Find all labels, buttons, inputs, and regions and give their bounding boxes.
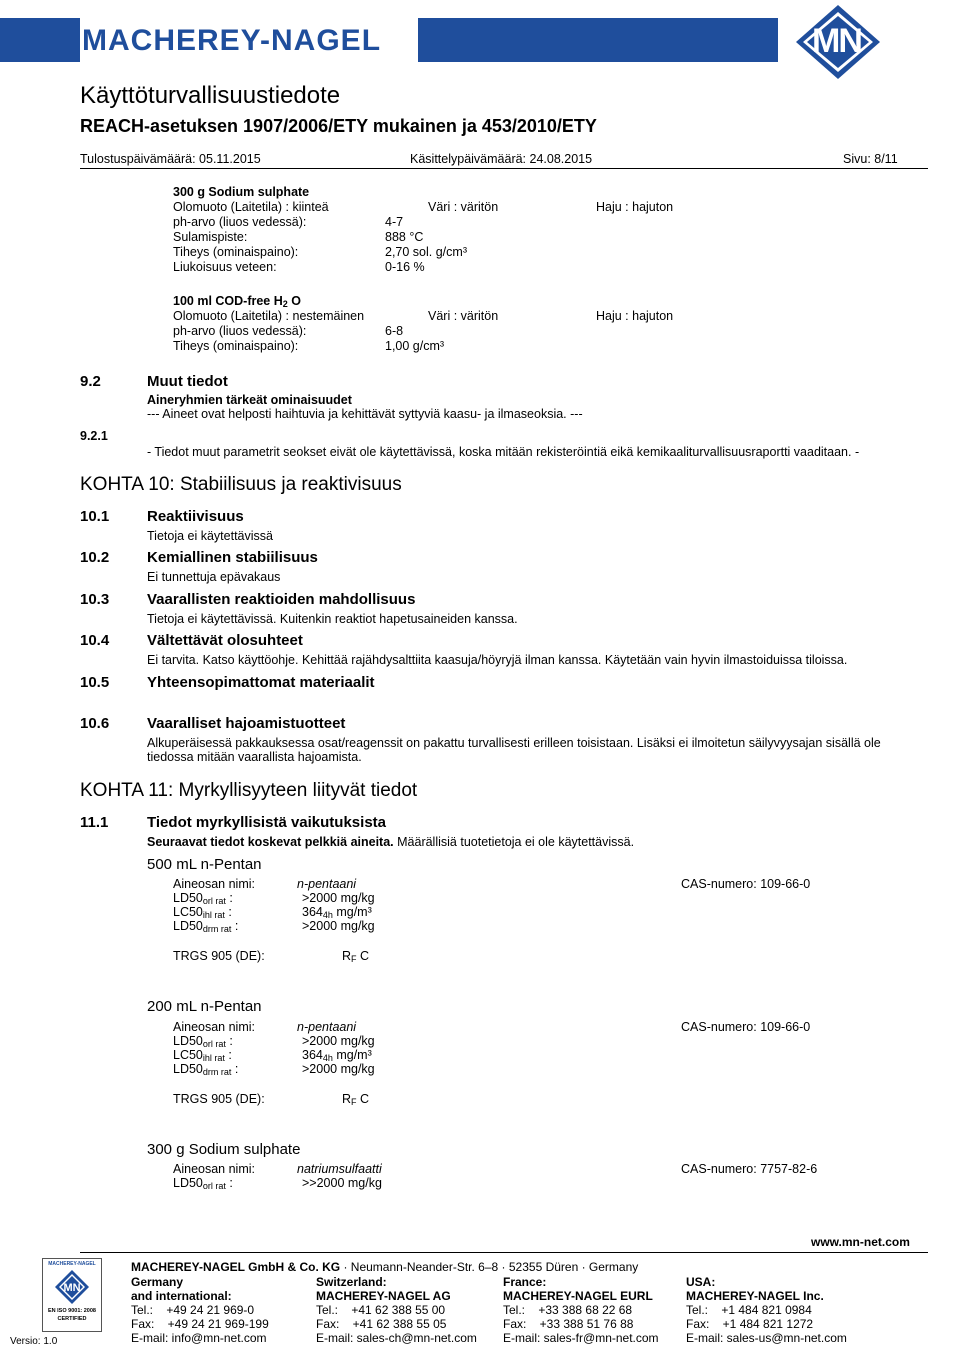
water-density-label: Tiheys (ominaispaino):	[173, 339, 299, 353]
tox1-ld50-drm-label	[173, 919, 238, 934]
water-form: Olomuoto (Laitetila) : nestemäinen	[173, 309, 365, 323]
water-density-value: 1,00 g/cm³	[385, 339, 445, 353]
tox1-lc50-value-a: 364	[302, 905, 323, 919]
tox1-lc50-text: LC50	[173, 905, 203, 919]
tox1-trgs-value	[342, 949, 369, 964]
tox3-name-value: natriumsulfaatti	[297, 1162, 382, 1176]
page-subtitle: REACH-asetuksen 1907/2006/ETY mukainen ja 453/2010/ETY	[80, 116, 597, 136]
s106-text-2: tiedossa mitään vaarallista hajoamista.	[147, 750, 362, 764]
s106-num: 10.6	[80, 715, 110, 732]
tox2-ld50-orl-sub: orl rat	[202, 1039, 226, 1049]
footer-de-email[interactable]: E-mail: info@mn-net.com	[131, 1331, 267, 1345]
tox1-trgs-value-b: C	[356, 949, 370, 963]
water-title-b: O	[287, 294, 301, 308]
footer-us-h1: USA:	[686, 1275, 716, 1289]
cert-line-2: CERTIFIED	[57, 1316, 87, 1322]
water-ph-label: ph-arvo (liuos vedessä):	[173, 324, 307, 338]
tox2-lc50-colon: :	[224, 1048, 232, 1062]
s102-title: Kemiallinen stabiilisuus	[147, 549, 318, 566]
tox2-trgs-value-b: C	[356, 1092, 370, 1106]
tox1-ld50-drm-sub: drm rat	[202, 924, 232, 934]
s111-intro	[147, 835, 634, 849]
footer-web[interactable]: www.mn-net.com	[811, 1235, 910, 1249]
s101-text: Tietoja ei käytettävissä	[147, 529, 273, 543]
sodium-solubility-value: 0-16 %	[385, 260, 425, 274]
water-title	[173, 294, 301, 309]
s92-group-text: --- Aineet ovat helposti haihtuvia ja kehittävät syttyviä kaasu- ja ilmaseoksia. ---	[147, 407, 583, 421]
s103-text: Tietoja ei käytettävissä. Kuitenkin reaktiot hapetusaineiden kanssa.	[147, 612, 518, 626]
tox2-lc50-value	[302, 1048, 372, 1063]
s103-num: 10.3	[80, 591, 110, 608]
footer-company-line	[131, 1260, 638, 1274]
tox2-title: 200 mL n-Pentan	[147, 998, 262, 1015]
sodium-ph-label: ph-arvo (liuos vedessä):	[173, 215, 307, 229]
water-ph-value: 6-8	[385, 324, 404, 338]
brand-name: MACHEREY-NAGEL	[82, 24, 382, 57]
tox2-ld50-orl-text: LD50	[173, 1034, 203, 1048]
print-date: Tulostuspäivämäärä: 05.11.2015	[80, 152, 261, 166]
tox1-lc50-value-sub: 4h	[322, 910, 333, 920]
water-title-sub: 2	[282, 299, 288, 309]
cert-line-1: EN ISO 9001: 2008	[47, 1308, 96, 1314]
s111-intro-rest: Määrällisiä tuotetietoja ei ole käytettävissä.	[393, 835, 635, 849]
svg-text:MN: MN	[63, 1282, 81, 1294]
sodium-title: 300 g Sodium sulphate	[173, 185, 310, 199]
tox2-ld50-orl-value: >2000 mg/kg	[302, 1034, 375, 1048]
footer-fr-tel: Tel.: +33 388 68 22 68	[503, 1303, 633, 1317]
s102-num: 10.2	[80, 549, 110, 566]
s104-title: Vältettävät olosuhteet	[147, 632, 303, 649]
tox1-title: 500 mL n-Pentan	[147, 856, 262, 873]
footer-ch-tel: Tel.: +41 62 388 55 00	[316, 1303, 446, 1317]
sodium-solubility-label: Liukoisuus veteen:	[173, 260, 277, 274]
sodium-density-label: Tiheys (ominaispaino):	[173, 245, 299, 259]
footer-ch-email[interactable]: E-mail: sales-ch@mn-net.com	[316, 1331, 477, 1345]
cert-brand: MACHEREY-NAGEL	[48, 1261, 96, 1267]
tox2-ld50-orl-colon: :	[225, 1034, 233, 1048]
kohta11-title: KOHTA 11: Myrkyllisyyteen liityvät tiedot	[80, 780, 418, 801]
footer-de-h2: and international:	[131, 1289, 232, 1303]
tox2-lc50-label	[173, 1048, 232, 1063]
page-number: Sivu: 8/11	[843, 152, 898, 166]
kohta10-title: KOHTA 10: Stabiilisuus ja reaktivisuus	[80, 474, 402, 495]
s105-title: Yhteensopimattomat materiaalit	[147, 674, 375, 691]
tox1-name-value: n-pentaani	[297, 877, 357, 891]
cert-mn-icon	[54, 1269, 90, 1305]
tox3-cas: CAS-numero: 7757-82-6	[681, 1162, 818, 1176]
processing-date: Käsittelypäivämäärä: 24.08.2015	[410, 152, 593, 166]
version-label: Versio: 1.0	[10, 1336, 58, 1347]
sodium-color: Väri : väritön	[428, 200, 499, 214]
tox2-ld50-drm-value: >2000 mg/kg	[302, 1062, 375, 1076]
footer-fr-h2: MACHEREY-NAGEL EURL	[503, 1289, 653, 1303]
mn-logo	[778, 2, 898, 82]
tox2-ld50-drm-label	[173, 1062, 238, 1077]
tox2-trgs-value-a: R	[342, 1092, 352, 1106]
tox2-lc50-sub: ihl rat	[202, 1053, 225, 1063]
sodium-density-value: 2,70 sol. g/cm³	[385, 245, 467, 259]
tox1-ld50-orl-value: >2000 mg/kg	[302, 891, 375, 905]
sodium-odor: Haju : hajuton	[596, 200, 674, 214]
footer-company: MACHEREY-NAGEL GmbH & Co. KG	[131, 1260, 341, 1274]
footer-ch-h1: Switzerland:	[316, 1275, 387, 1289]
footer-de-tel: Tel.: +49 24 21 969-0	[131, 1303, 255, 1317]
tox3-ld50-orl-text: LD50	[173, 1176, 203, 1190]
s101-title: Reaktiivisuus	[147, 508, 244, 525]
footer-fr-h1: France:	[503, 1275, 547, 1289]
tox3-ld50-orl-colon: :	[225, 1176, 233, 1190]
tox3-ld50-orl-value: >>2000 mg/kg	[302, 1176, 382, 1190]
tox1-lc50-value-b: mg/m³	[332, 905, 372, 919]
tox1-lc50-colon: :	[224, 905, 232, 919]
tox1-ld50-orl-label	[173, 891, 233, 906]
tox1-lc50-label	[173, 905, 232, 920]
tox1-ld50-drm-text: LD50	[173, 919, 203, 933]
s921-text: - Tiedot muut parametrit seokset eivät ole käytettävissä, koska mitään rekisteröintiä eikä kemikaaliturvallisuusraportti vaaditaan. -	[147, 445, 860, 459]
tox1-name-label: Aineosan nimi:	[173, 877, 255, 891]
tox1-trgs-value-sub: F	[351, 954, 357, 964]
water-title-a: 100 ml COD-free H	[173, 294, 283, 308]
s111-title: Tiedot myrkyllisistä vaikutuksista	[147, 814, 386, 831]
footer-address: · Neumann-Neander-Str. 6–8 · 52355 Düren · Germany	[340, 1260, 639, 1274]
s105-num: 10.5	[80, 674, 110, 691]
s92-num: 9.2	[80, 373, 101, 390]
sodium-form: Olomuoto (Laitetila) : kiinteä	[173, 200, 329, 214]
tox2-trgs-value	[342, 1092, 369, 1107]
s92-group-title: Aineryhmien tärkeät ominaisuudet	[147, 393, 352, 407]
tox1-ld50-orl-sub: orl rat	[202, 896, 226, 906]
footer-us-h2: MACHEREY-NAGEL Inc.	[686, 1289, 824, 1303]
tox2-lc50-value-a: 364	[302, 1048, 323, 1062]
brand-bar-right	[418, 18, 778, 62]
s104-num: 10.4	[80, 632, 110, 649]
tox2-trgs-label: TRGS 905 (DE):	[173, 1092, 265, 1106]
footer-us-email[interactable]: E-mail: sales-us@mn-net.com	[686, 1331, 847, 1345]
tox2-lc50-text: LC50	[173, 1048, 203, 1062]
s921-num: 9.2.1	[80, 429, 108, 443]
footer-us-fax: Fax: +1 484 821 1272	[686, 1317, 814, 1331]
s102-text: Ei tunnettuja epävakaus	[147, 570, 281, 584]
footer-rule	[80, 1252, 928, 1253]
footer-ch-h2: MACHEREY-NAGEL AG	[316, 1289, 451, 1303]
tox1-lc50-sub: ihl rat	[202, 910, 225, 920]
tox2-lc50-value-b: mg/m³	[332, 1048, 372, 1062]
water-odor: Haju : hajuton	[596, 309, 674, 323]
footer-de-fax: Fax: +49 24 21 969-199	[131, 1317, 269, 1331]
tox3-ld50-orl-sub: orl rat	[202, 1181, 226, 1191]
tox2-ld50-drm-text: LD50	[173, 1062, 203, 1076]
sodium-mp-label: Sulamispiste:	[173, 230, 248, 244]
s106-title: Vaaralliset hajoamistuotteet	[147, 715, 346, 732]
s111-num: 11.1	[80, 814, 109, 831]
tox2-ld50-drm-sub: drm rat	[202, 1067, 232, 1077]
tox2-name-value: n-pentaani	[297, 1020, 357, 1034]
tox2-ld50-orl-label	[173, 1034, 233, 1049]
tox3-ld50-orl-label	[173, 1176, 233, 1191]
tox2-name-label: Aineosan nimi:	[173, 1020, 255, 1034]
tox1-cas: CAS-numero: 109-66-0	[681, 877, 811, 891]
tox1-ld50-drm-value: >2000 mg/kg	[302, 919, 375, 933]
tox2-cas: CAS-numero: 109-66-0	[681, 1020, 811, 1034]
cert-badge	[42, 1258, 102, 1332]
tox1-lc50-value	[302, 905, 372, 920]
footer-ch-fax: Fax: +41 62 388 55 05	[316, 1317, 447, 1331]
tox1-trgs-label: TRGS 905 (DE):	[173, 949, 265, 963]
header-rule	[80, 168, 928, 169]
brand-bar-left	[0, 18, 80, 62]
s92-title: Muut tiedot	[147, 373, 228, 390]
s106-text-1: Alkuperäisessä pakkauksessa osat/reagenssit on pakattu turvallisesti erilleen toisistaan. Lisäksi ei ilmoitetun säilyvyysajan sisällä ole	[147, 736, 881, 750]
s103-title: Vaarallisten reaktioiden mahdollisuus	[147, 591, 416, 608]
water-color: Väri : väritön	[428, 309, 499, 323]
tox3-title: 300 g Sodium sulphate	[147, 1141, 301, 1158]
footer-de-h1: Germany	[131, 1275, 184, 1289]
mn-logo-text: MN	[812, 22, 861, 60]
tox1-ld50-orl-text: LD50	[173, 891, 203, 905]
footer-fr-fax: Fax: +33 388 51 76 88	[503, 1317, 634, 1331]
sodium-ph-value: 4-7	[385, 215, 404, 229]
tox1-trgs-value-a: R	[342, 949, 352, 963]
footer-fr-email[interactable]: E-mail: sales-fr@mn-net.com	[503, 1331, 659, 1345]
s111-intro-bold: Seuraavat tiedot koskevat pelkkiä aineita.	[147, 835, 394, 849]
tox3-name-label: Aineosan nimi:	[173, 1162, 255, 1176]
tox2-trgs-value-sub: F	[351, 1097, 357, 1107]
page-title: Käyttöturvallisuustiedote	[80, 82, 341, 109]
s104-text: Ei tarvita. Katso käyttöohje. Kehittää rajähdysalttiita kaasuja/höyryjä ilman kanssa. Käytetään vain hyvin ilmastoiduissa tiloissa.	[147, 653, 848, 667]
footer-us-tel: Tel.: +1 484 821 0984	[686, 1303, 812, 1317]
tox1-ld50-orl-colon: :	[225, 891, 233, 905]
tox2-ld50-drm-colon: :	[231, 1062, 239, 1076]
tox1-ld50-drm-colon: :	[231, 919, 239, 933]
tox2-lc50-value-sub: 4h	[322, 1053, 333, 1063]
s101-num: 10.1	[80, 508, 110, 525]
sodium-mp-value: 888 °C	[385, 230, 424, 244]
